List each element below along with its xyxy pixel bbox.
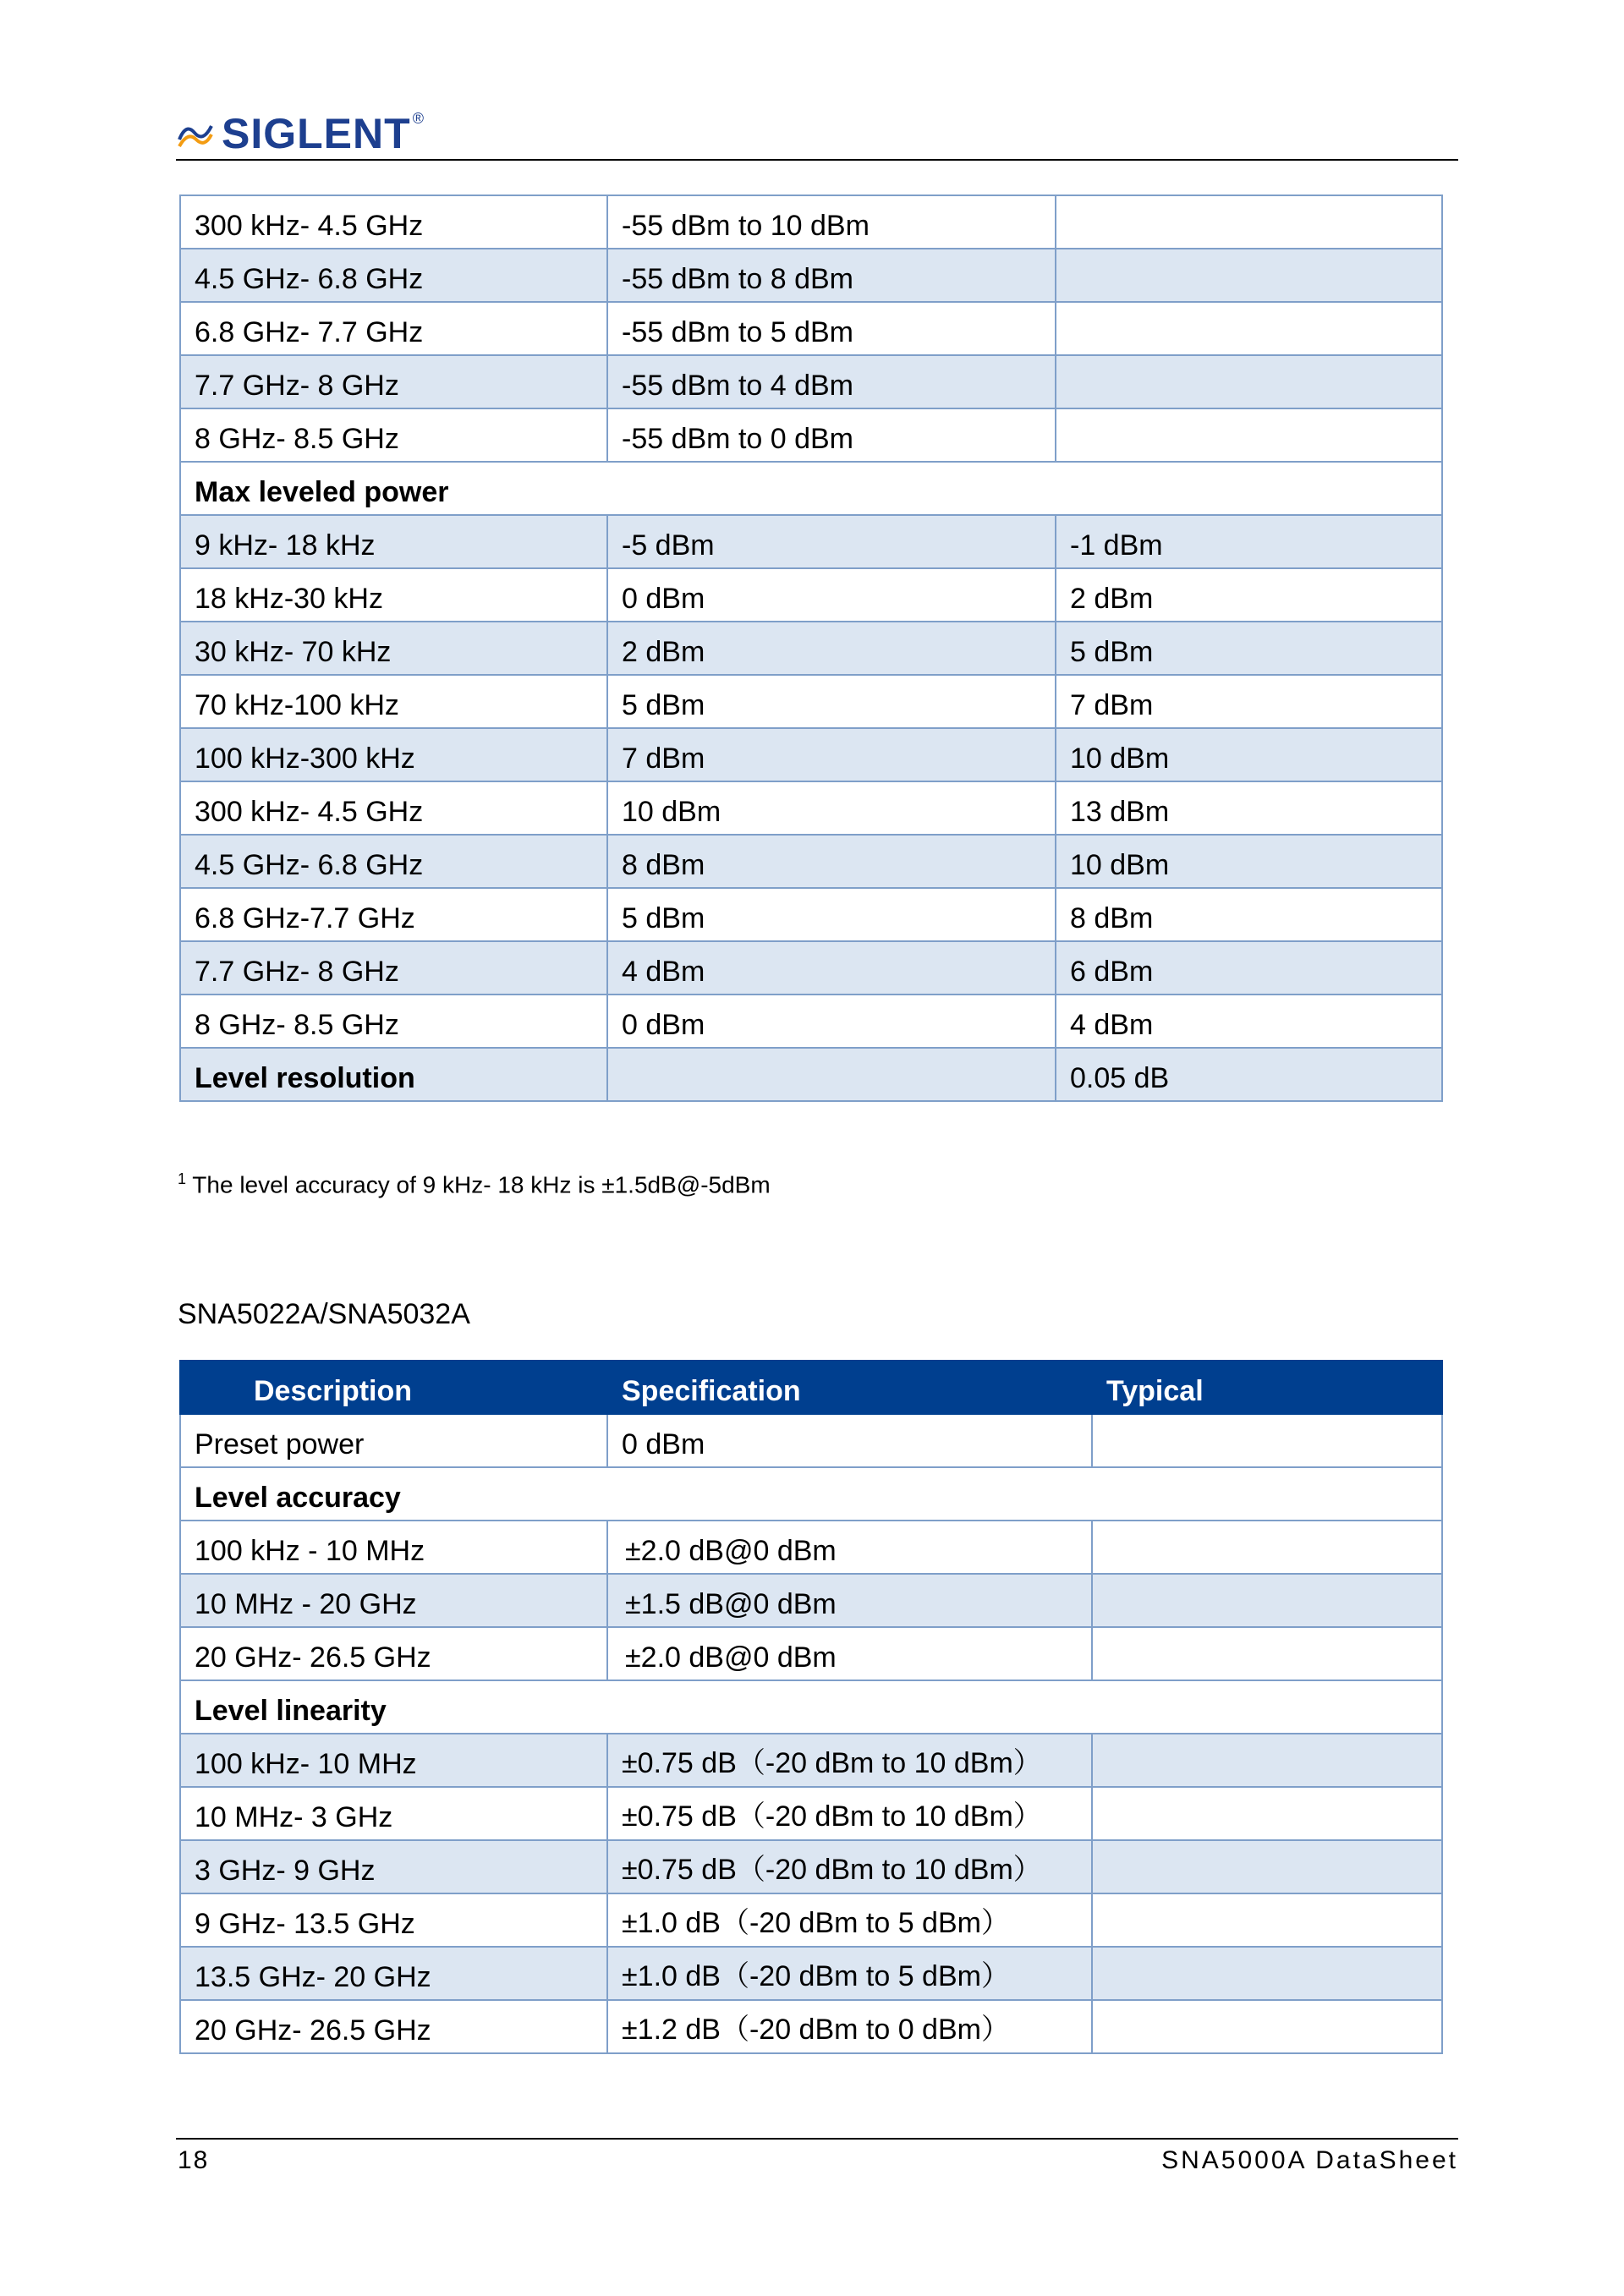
table-row xyxy=(180,728,1442,781)
table-cell: Preset power xyxy=(180,1414,607,1467)
table-cell: 100 kHz - 10 MHz xyxy=(180,1521,607,1574)
table-cell: ±0.75 dB（-20 dBm to 10 dBm） xyxy=(607,1734,1092,1787)
table-cell: 8 dBm xyxy=(607,835,1056,888)
table-cell: 8 GHz- 8.5 GHz xyxy=(180,995,607,1048)
table-cell xyxy=(1056,249,1442,302)
table-cell: ±1.2 dB（-20 dBm to 0 dBm） xyxy=(607,2000,1092,2053)
table-row xyxy=(180,1787,1442,1840)
table-cell: -1 dBm xyxy=(1056,515,1442,568)
table-cell xyxy=(1092,1893,1442,1947)
logo-text: SIGLENT xyxy=(222,110,411,157)
table-cell: 7.7 GHz- 8 GHz xyxy=(180,355,607,408)
table-cell: ±2.0 dB@0 dBm xyxy=(607,1627,1092,1680)
table-row xyxy=(180,1574,1442,1627)
logo-registered-mark: ® xyxy=(412,109,424,127)
table-cell: 8 GHz- 8.5 GHz xyxy=(180,408,607,462)
table-row xyxy=(180,941,1442,995)
table-cell: 7.7 GHz- 8 GHz xyxy=(180,941,607,995)
table-cell: -55 dBm to 8 dBm xyxy=(607,249,1056,302)
table-cell: 5 dBm xyxy=(1056,622,1442,675)
table-cell: 6.8 GHz- 7.7 GHz xyxy=(180,302,607,355)
table-cell: 10 dBm xyxy=(607,781,1056,835)
table-cell: 4 dBm xyxy=(1056,995,1442,1048)
table-cell: ±2.0 dB@0 dBm xyxy=(607,1521,1092,1574)
table-row xyxy=(180,1414,1442,1467)
table-cell: 9 kHz- 18 kHz xyxy=(180,515,607,568)
column-header-typical: Typical xyxy=(1092,1361,1442,1414)
page-number: 18 xyxy=(178,2146,210,2174)
table-cell xyxy=(607,1048,1056,1101)
table-cell: 13 dBm xyxy=(1056,781,1442,835)
table-cell: 20 GHz- 26.5 GHz xyxy=(180,2000,607,2053)
table-cell: 9 GHz- 13.5 GHz xyxy=(180,1893,607,1947)
table-row-level-resolution xyxy=(180,1048,1442,1101)
table-cell: 0 dBm xyxy=(607,568,1056,622)
table-cell xyxy=(1092,1840,1442,1893)
table-row xyxy=(180,781,1442,835)
table-cell: ±1.0 dB（-20 dBm to 5 dBm） xyxy=(607,1947,1092,2000)
table-cell: 6 dBm xyxy=(1056,941,1442,995)
siglent-logo xyxy=(176,108,424,159)
table-cell: 0.05 dB xyxy=(1056,1048,1442,1101)
table-cell: 4.5 GHz- 6.8 GHz xyxy=(180,249,607,302)
table-cell: 70 kHz-100 kHz xyxy=(180,675,607,728)
footnote-marker: 1 xyxy=(178,1170,187,1187)
table-cell: 3 GHz- 9 GHz xyxy=(180,1840,607,1893)
table-header-row xyxy=(180,1361,1442,1414)
table-cell: -55 dBm to 5 dBm xyxy=(607,302,1056,355)
header-rule xyxy=(176,159,1458,161)
table-cell xyxy=(1056,408,1442,462)
table-cell: ±1.0 dB（-20 dBm to 5 dBm） xyxy=(607,1893,1092,1947)
table-cell: -55 dBm to 10 dBm xyxy=(607,195,1056,249)
spec-table-1 xyxy=(179,195,1443,1102)
section-row-max-leveled-power xyxy=(180,462,1442,515)
table-row xyxy=(180,1521,1442,1574)
table-cell: -5 dBm xyxy=(607,515,1056,568)
table-cell: 2 dBm xyxy=(1056,568,1442,622)
document-title: SNA5000A DataSheet xyxy=(1161,2146,1458,2174)
table-row xyxy=(180,1627,1442,1680)
table-cell xyxy=(1092,1787,1442,1840)
table-cell: 10 MHz- 3 GHz xyxy=(180,1787,607,1840)
table-cell: 5 dBm xyxy=(607,888,1056,941)
table-cell: 0 dBm xyxy=(607,995,1056,1048)
logo-wave-icon xyxy=(176,114,215,153)
table-cell: -55 dBm to 4 dBm xyxy=(607,355,1056,408)
table-row xyxy=(180,568,1442,622)
table-cell: Level resolution xyxy=(180,1048,607,1101)
table-cell xyxy=(1092,1574,1442,1627)
table-cell: 20 GHz- 26.5 GHz xyxy=(180,1627,607,1680)
table-cell: 4.5 GHz- 6.8 GHz xyxy=(180,835,607,888)
table-row xyxy=(180,835,1442,888)
table-cell: ±0.75 dB（-20 dBm to 10 dBm） xyxy=(607,1787,1092,1840)
table-cell: 300 kHz- 4.5 GHz xyxy=(180,781,607,835)
table-row xyxy=(180,622,1442,675)
footnote-text: The level accuracy of 9 kHz- 18 kHz is ±1.5dB@-5dBm xyxy=(192,1171,771,1198)
section-row-level-accuracy xyxy=(180,1467,1442,1521)
table-cell: 0 dBm xyxy=(607,1414,1092,1467)
table-cell: ±0.75 dB（-20 dBm to 10 dBm） xyxy=(607,1840,1092,1893)
table-cell: 8 dBm xyxy=(1056,888,1442,941)
table-cell: 100 kHz-300 kHz xyxy=(180,728,607,781)
table-cell: 13.5 GHz- 20 GHz xyxy=(180,1947,607,2000)
table-cell xyxy=(1092,1521,1442,1574)
section-heading: Max leveled power xyxy=(180,462,1442,515)
table-cell: 10 MHz - 20 GHz xyxy=(180,1574,607,1627)
table-cell: 18 kHz-30 kHz xyxy=(180,568,607,622)
table-row xyxy=(180,995,1442,1048)
table-row xyxy=(180,1840,1442,1893)
table-cell xyxy=(1092,2000,1442,2053)
table-cell xyxy=(1056,355,1442,408)
table-row xyxy=(180,515,1442,568)
table-row xyxy=(180,355,1442,408)
table-row xyxy=(180,1893,1442,1947)
table-row xyxy=(180,675,1442,728)
table-cell: 5 dBm xyxy=(607,675,1056,728)
footnote xyxy=(178,1170,771,1198)
column-header-specification: Specification xyxy=(607,1361,1092,1414)
table-cell: 10 dBm xyxy=(1056,835,1442,888)
section-heading: Level linearity xyxy=(180,1680,1442,1734)
table-row xyxy=(180,1734,1442,1787)
table-cell: 4 dBm xyxy=(607,941,1056,995)
table-cell: 2 dBm xyxy=(607,622,1056,675)
footer-rule xyxy=(176,2138,1458,2140)
table-cell: ±1.5 dB@0 dBm xyxy=(607,1574,1092,1627)
table-cell xyxy=(1056,302,1442,355)
table-cell xyxy=(1092,1947,1442,2000)
table-cell: 6.8 GHz-7.7 GHz xyxy=(180,888,607,941)
spec-table-2 xyxy=(179,1360,1443,2054)
table-cell: 10 dBm xyxy=(1056,728,1442,781)
table-cell: 7 dBm xyxy=(1056,675,1442,728)
table-cell: -55 dBm to 0 dBm xyxy=(607,408,1056,462)
table-cell xyxy=(1092,1627,1442,1680)
section-row-level-linearity xyxy=(180,1680,1442,1734)
table-row xyxy=(180,2000,1442,2053)
table-row xyxy=(180,888,1442,941)
table-row xyxy=(180,302,1442,355)
table-cell: 7 dBm xyxy=(607,728,1056,781)
table-cell xyxy=(1092,1734,1442,1787)
section-title: SNA5022A/SNA5032A xyxy=(178,1298,470,1330)
column-header-description: Description xyxy=(180,1361,607,1414)
table-cell: 100 kHz- 10 MHz xyxy=(180,1734,607,1787)
table-cell: 30 kHz- 70 kHz xyxy=(180,622,607,675)
table-cell: 300 kHz- 4.5 GHz xyxy=(180,195,607,249)
section-heading: Level accuracy xyxy=(180,1467,1442,1521)
table-cell xyxy=(1092,1414,1442,1467)
table-row xyxy=(180,249,1442,302)
table-row xyxy=(180,408,1442,462)
table-row xyxy=(180,195,1442,249)
table-row xyxy=(180,1947,1442,2000)
table-cell xyxy=(1056,195,1442,249)
